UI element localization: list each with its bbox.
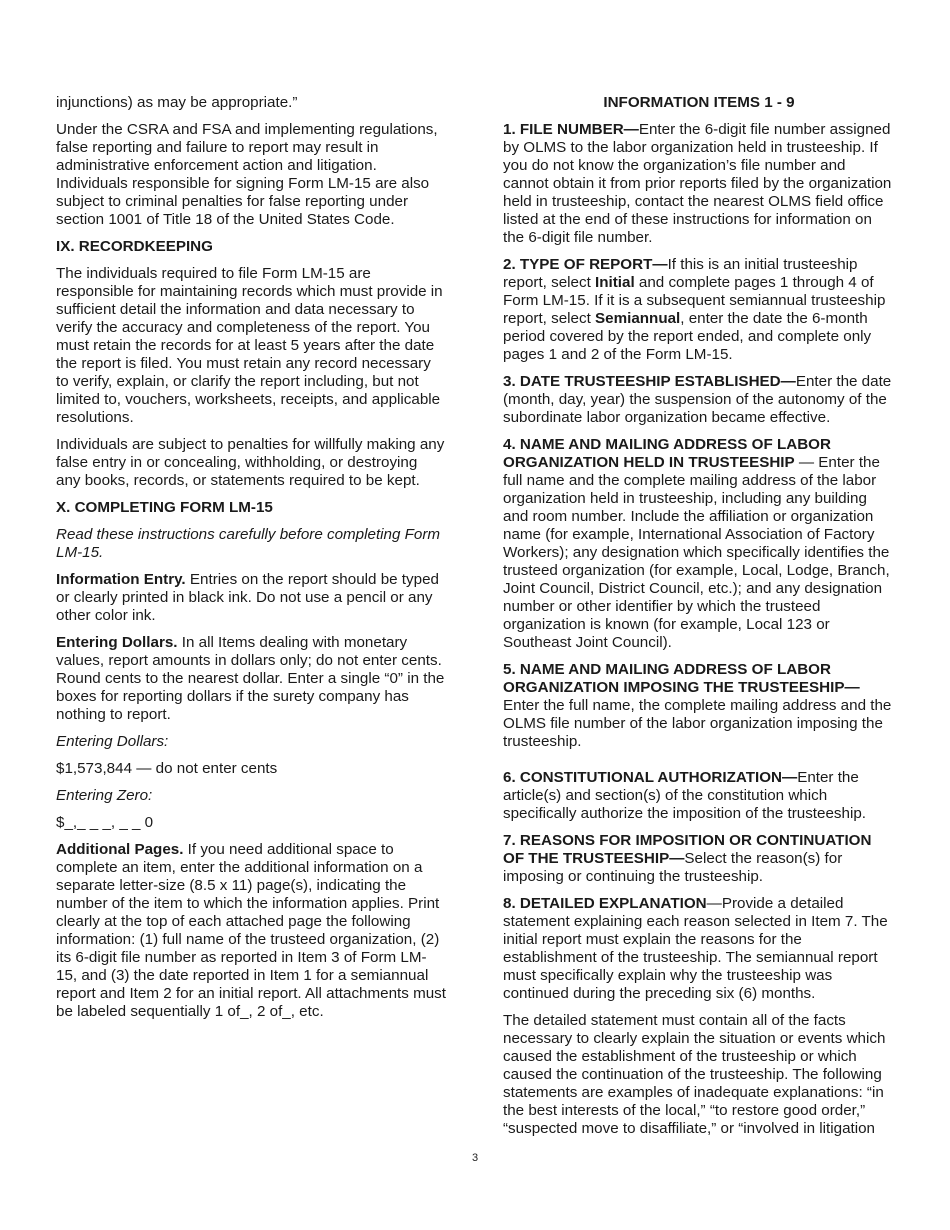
item-8-label: 8. DETAILED EXPLANATION — [503, 895, 707, 912]
item-7-label: 7. REASONS FOR IMPOSITION OR CONTINUATION OF THE TRUSTEESHIP— — [503, 832, 872, 867]
item-2-type-of-report — [503, 256, 895, 364]
item-2-initial: Initial — [595, 274, 635, 291]
example-dollars-value: $1,573,844 — do not enter cents — [56, 760, 278, 777]
item-4-organization-held — [503, 436, 895, 652]
item-8-detailed-explanation — [503, 895, 895, 1003]
item-2-semiannual: Semiannual — [595, 310, 681, 327]
paragraph-read-instructions — [56, 526, 446, 562]
paragraph-injunctions: injunctions) as may be appropriate.” — [56, 94, 298, 111]
item-1-label: 1. FILE NUMBER— — [503, 121, 639, 138]
heading-completing-form: X. COMPLETING FORM LM-15 — [56, 499, 273, 516]
item-8-detailed-statement: The detailed statement must contain all of the facts necessary to clearly explain the situation or events which caused the establishment of the trusteeship or which caused the continuation of the trusteeship. The following statements are examples of inadequate explanations: “in the best interests of the local,” “to restore good order,” “suspected move to disaffiliate,” or “involved in litigation — [503, 1012, 886, 1137]
heading-information-items: INFORMATION ITEMS 1 - 9 — [603, 94, 795, 111]
item-1-file-number — [503, 121, 895, 247]
paragraph-information-entry — [56, 571, 446, 625]
item-8-text: —Provide a detailed statement explaining each reason selected in Item 7. The initial report must explain the reasons for the establishment of the trusteeship. The semiannual report must specifically explain why the trusteeship was continued during the preceding six (6) months. — [503, 895, 888, 1002]
heading-recordkeeping: IX. RECORDKEEPING — [56, 238, 213, 255]
text-information-entry: Entries on the report should be typed or clearly printed in black ink. Do not use a pencil or any other color ink. — [56, 571, 439, 624]
item-5-organization-imposing — [503, 661, 895, 751]
italic-read-instructions: Read these instructions carefully before completing Form LM-15. — [56, 526, 441, 561]
text-entering-dollars: In all Items dealing with monetary values, report amounts in dollars only; do not enter cents. Round cents to the nearest dollar. Enter a single “0” in the boxes for reporting dollars if the surety company has nothing to report. — [56, 634, 445, 723]
example-zero-label — [56, 787, 446, 805]
item-3-text: Enter the date (month, day, year) the suspension of the autonomy of the subordinate labor organization became effective. — [503, 373, 892, 426]
item-6-text: Enter the article(s) and section(s) of the constitution which specifically authorize the imposition of the trusteeship. — [503, 769, 867, 822]
example-zero-value: $_,_ _ _, _ _ 0 — [56, 814, 154, 831]
left-column — [56, 94, 446, 1021]
paragraph-additional-pages — [56, 841, 446, 1021]
item-4-label: 4. NAME AND MAILING ADDRESS OF LABOR ORGANIZATION HELD IN TRUSTEESHIP — [503, 436, 831, 471]
item-4-text: — Enter the full name and the complete mailing address of the labor organization held in trusteeship, including any building and room number. Include the affiliation or organization name (for example, International Association of Factory Workers); any designation which specifically identifies the trusteed organization (for example, Local, Lodge, Branch, Joint Council, District Council, etc.); and any designation number or other identifier by which the trusteed organization is known (for example, Local 123 or Southeast Joint Council). — [503, 454, 890, 651]
paragraph-recordkeeping: The individuals required to file Form LM-15 are responsible for maintaining records which must provide in sufficient detail the information and data necessary to verify the accuracy and completeness of the report. You must retain the records for at least 5 years after the date the report is filed. You must retain any record necessary to verify, explain, or clarify the report including, but not limited to, vouchers, worksheets, receipts, and applicable resolutions. — [56, 265, 443, 426]
paragraph-entering-dollars — [56, 634, 446, 724]
item-3-date-established — [503, 373, 895, 427]
item-2-text-a: If this is an initial trusteeship report, select — [503, 256, 858, 291]
label-entering-dollars: Entering Dollars. — [56, 634, 178, 651]
item-2-text-c: , enter the date the 6-month period covered by the report ended, and complete only pages 1 and 2 of the Form LM-15. — [503, 310, 872, 363]
item-5-label: 5. NAME AND MAILING ADDRESS OF LABOR ORGANIZATION IMPOSING THE TRUSTEESHIP— — [503, 661, 860, 696]
item-3-label: 3. DATE TRUSTEESHIP ESTABLISHED— — [503, 373, 796, 390]
item-2-label: 2. TYPE OF REPORT— — [503, 256, 668, 273]
label-information-entry: Information Entry. — [56, 571, 186, 588]
italic-example-dollars: Entering Dollars: — [56, 733, 169, 750]
item-6-constitutional-authorization — [503, 769, 895, 823]
text-additional-pages: If you need additional space to complete an item, enter the additional information on a separate letter-size (8.5 x 11) page(s), indicating the number of the item to which the information applies. Print clearly at the top of each attached page the following information: (1) full name of the trusteed organization, (2) its 6-digit file number as reported in Item 3 of Form LM-15, and (3) the date reported in Item 1 for a semiannual report and Item 2 for an initial report. All attachments must be labeled sequentially 1 of_, 2 of_, etc. — [56, 841, 446, 1020]
right-column — [503, 94, 895, 1138]
example-dollars-label — [56, 733, 446, 751]
paragraph-false-entry: Individuals are subject to penalties for willfully making any false entry in or concealing, withholding, or destroying any books, records, or statements required to be kept. — [56, 436, 445, 489]
label-additional-pages: Additional Pages. — [56, 841, 184, 858]
item-7-reasons — [503, 832, 895, 886]
italic-example-zero: Entering Zero: — [56, 787, 153, 804]
item-6-label: 6. CONSTITUTIONAL AUTHORIZATION— — [503, 769, 798, 786]
paragraph-penalties: Under the CSRA and FSA and implementing regulations, false reporting and failure to report may result in administrative enforcement action and litigation. Individuals responsible for signing Form LM-15 are also subject to criminal penalties for false reporting under section 1001 of Title 18 of the United States Code. — [56, 121, 438, 228]
item-5-text: Enter the full name, the complete mailing address and the OLMS file number of the labor organization imposing the trusteeship. — [503, 697, 892, 750]
item-1-text: Enter the 6-digit file number assigned by OLMS to the labor organization held in trusteeship. If you do not know the organization’s file number and cannot obtain it from prior reports filed by the organization held in trusteeship, contact the nearest OLMS field office listed at the end of these instructions for information on the 6-digit file number. — [503, 121, 892, 246]
item-2-text-b: and complete pages 1 through 4 of Form LM-15. If it is a subsequent semiannual trusteeship report, select — [503, 274, 886, 327]
item-7-text: Select the reason(s) for imposing or continuing the trusteeship. — [503, 850, 843, 885]
page-number: 3 — [471, 1152, 479, 1164]
